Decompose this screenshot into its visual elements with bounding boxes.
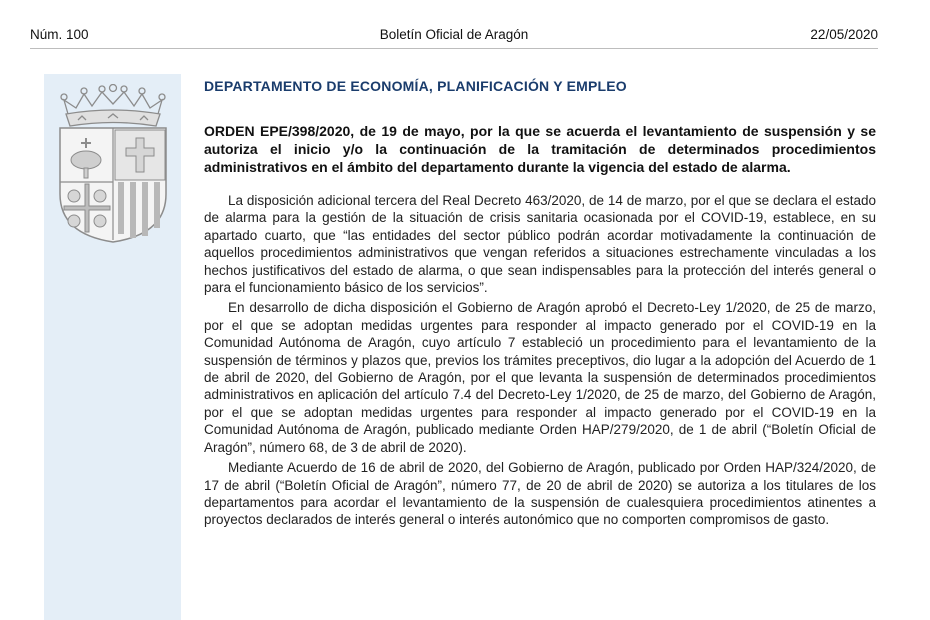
bulletin-date: 22/05/2020 — [810, 27, 878, 42]
bulletin-title: Boletín Oficial de Aragón — [379, 27, 529, 42]
sidebar-panel — [44, 74, 181, 620]
body-paragraph: En desarrollo de dicha disposición el Gobierno de Aragón aprobó el Decreto-Ley 1/2020, de 25 de marzo, por el que se adoptan medidas urgentes para responder al impacto generado por el COVID-19 en la Comunidad Autónoma de Aragón, cuyo artículo 7 estableció un procedimiento para el levantamiento de la suspensión de términos y plazos que, previos los trámites preceptivos, dio lugar a la adopción del Acuerdo de 1 de abril de 2020, del Gobierno de Aragón, por el que levanta la suspensión de determinados procedimientos administrativos en aplicación del artículo 7.4 del Decreto-Ley 1/2020, de 25 de marzo, del Gobierno de Aragón, por el que se adoptan medidas urgentes para responder al impacto generado por el COVID-19 en la Comunidad Autónoma de Aragón, publicado mediante Orden HAP/279/2020, de 1 de abril (“Boletín Oficial de Aragón”, número 68, de 3 de abril de 2020). — [204, 300, 876, 455]
coat-of-arms-icon — [52, 84, 174, 244]
header-divider — [30, 48, 878, 49]
page-header — [30, 27, 878, 45]
body-paragraph: La disposición adicional tercera del Real Decreto 463/2020, de 14 de marzo, por el que se declara el estado de alarma para la gestión de la situación de crisis sanitaria ocasionada por el COVID-19, establece, en su apartado cuarto, que “las entidades del sector público podrán acordar motivadamente la continuación de aquellos procedimientos administrativos que vengan referidos a situaciones estrechamente vinculadas a los hechos justificativos del estado de alarma, o que sean indispensables para la protección del interés general o para el funcionamiento básico de los servicios”. — [204, 193, 876, 296]
order-title: ORDEN EPE/398/2020, de 19 de mayo, por la que se acuerda el levantamiento de suspensión y se autoriza el inicio y/o la continuación de la tramitación de determinados procedimientos administrativos en el ámbito del departamento durante la vigencia del estado de alarma. — [204, 123, 876, 175]
document-content — [204, 78, 876, 529]
bulletin-number: Núm. 100 — [30, 27, 89, 42]
body-paragraph: Mediante Acuerdo de 16 de abril de 2020, del Gobierno de Aragón, publicado por Orden HAP/324/2020, de 17 de abril (“Boletín Oficial de Aragón”, número 77, de 20 de abril de 2020) se autoriza a los titulares de los departamentos para acordar el levantamiento de la suspensión de cualesquiera procedimientos atinentes a proyectos declarados de interés general o interés autonómico que no comporten compromisos de gasto. — [204, 460, 876, 528]
document-body — [204, 192, 876, 529]
department-heading: DEPARTAMENTO DE ECONOMÍA, PLANIFICACIÓN Y EMPLEO — [204, 78, 627, 94]
